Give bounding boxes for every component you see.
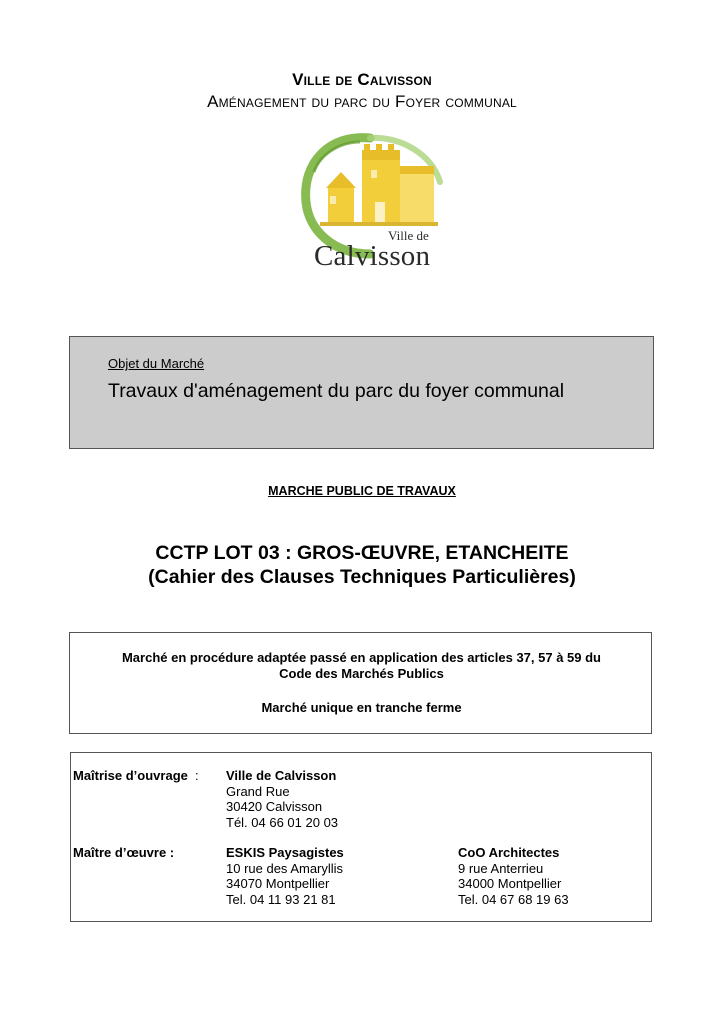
cctp-title [0, 541, 724, 589]
objet-title: Travaux d'aménagement du parc du foyer communal [108, 380, 565, 402]
calvisson-logo [300, 132, 450, 278]
header-subtitle: Aménagement du parc du Foyer communal [207, 92, 517, 111]
logo-text-big: Calvisson [314, 240, 431, 272]
marche-public-heading: MARCHE PUBLIC DE TRAVAUX [268, 484, 456, 498]
ouvrage-phone: Tél. 04 66 01 20 03 [226, 814, 339, 830]
eskis-name: ESKIS Paysagistes [226, 845, 344, 860]
cctp-title-line2: (Cahier des Clauses Techniques Particulières) [148, 566, 576, 588]
eskis-phone: Tel. 04 11 93 21 81 [226, 891, 336, 907]
objet-box [69, 336, 654, 449]
ouvrage-address-city: 30420 Calvisson [226, 799, 323, 814]
objet-label: Objet du Marché [108, 356, 205, 371]
oeuvre-label: Maître d’œuvre : [73, 845, 175, 860]
procedure-line1: Marché en procédure adaptée passé en application des articles 37, 57 à 59 du [121, 650, 602, 665]
ouvrage-name: Ville de Calvisson [226, 768, 337, 783]
eskis-address-street: 10 rue des Amaryllis [226, 860, 344, 876]
procedure-box [69, 632, 652, 734]
logo-text-small: Ville de [388, 228, 429, 243]
cctp-title-line1: CCTP LOT 03 : GROS-ŒUVRE, ETANCHEITE [155, 542, 569, 564]
coo-address-city: 34000 Montpellier [458, 876, 562, 891]
header-title: Ville de Calvisson [292, 70, 432, 89]
parties-box [70, 752, 652, 922]
ouvrage-label: Maîtrise d’ouvrage [73, 768, 188, 783]
procedure-line2: Code des Marchés Publics [279, 666, 444, 681]
ouvrage-colon: : [195, 768, 199, 783]
coo-phone: Tel. 04 67 68 19 63 [458, 891, 569, 907]
coo-name: CoO Architectes [458, 845, 560, 860]
coo-address-street: 9 rue Anterrieu [458, 860, 544, 876]
eskis-address-city: 34070 Montpellier [226, 876, 330, 891]
ouvrage-address-street: Grand Rue [226, 783, 290, 799]
procedure-line3: Marché unique en tranche ferme [261, 700, 462, 715]
